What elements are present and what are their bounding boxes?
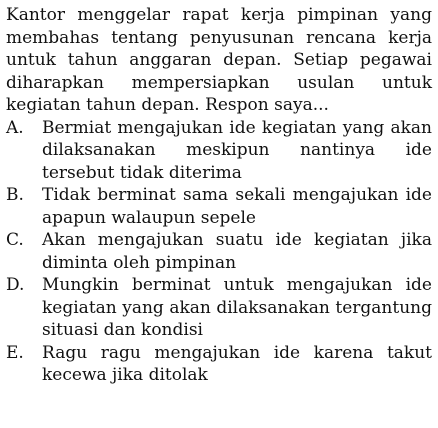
option-text: Akan mengajukan suatu ide kegiatan jika diminta oleh pimpinan bbox=[42, 230, 432, 273]
option-letter: C. bbox=[6, 230, 24, 250]
option-letter: A. bbox=[6, 117, 24, 138]
option-text: Tidak berminat sama sekali mengajukan ide apapun walaupun sepele bbox=[42, 185, 432, 228]
option-text: Mungkin berminat untuk mengajukan ide kegiatan yang akan dilaksanakan tergantung situasi dan kondisi bbox=[42, 275, 432, 340]
option-c[interactable] bbox=[6, 229, 432, 274]
option-letter: D. bbox=[6, 275, 25, 295]
option-d[interactable] bbox=[6, 274, 432, 342]
option-e[interactable] bbox=[6, 342, 432, 387]
question-text: Kantor menggelar rapat kerja pimpinan yang membahas tentang penyusunan rencana kerja untuk tahun anggaran depan. Setiap pegawai diharapkan mempersiapkan usulan untuk kegiatan tahun depan. Respon saya... bbox=[6, 5, 432, 115]
answer-options bbox=[6, 117, 432, 387]
option-b[interactable] bbox=[6, 184, 432, 229]
option-text: Bermiat mengajukan ide kegiatan yang akan dilaksanakan meskipun nantinya ide tersebut tidak diterima bbox=[42, 117, 432, 183]
option-a[interactable] bbox=[6, 117, 432, 185]
question-document bbox=[6, 4, 432, 387]
option-text: Ragu ragu mengajukan ide karena takut kecewa jika ditolak bbox=[42, 342, 432, 385]
option-letter: B. bbox=[6, 185, 24, 205]
option-letter: E. bbox=[6, 342, 24, 363]
